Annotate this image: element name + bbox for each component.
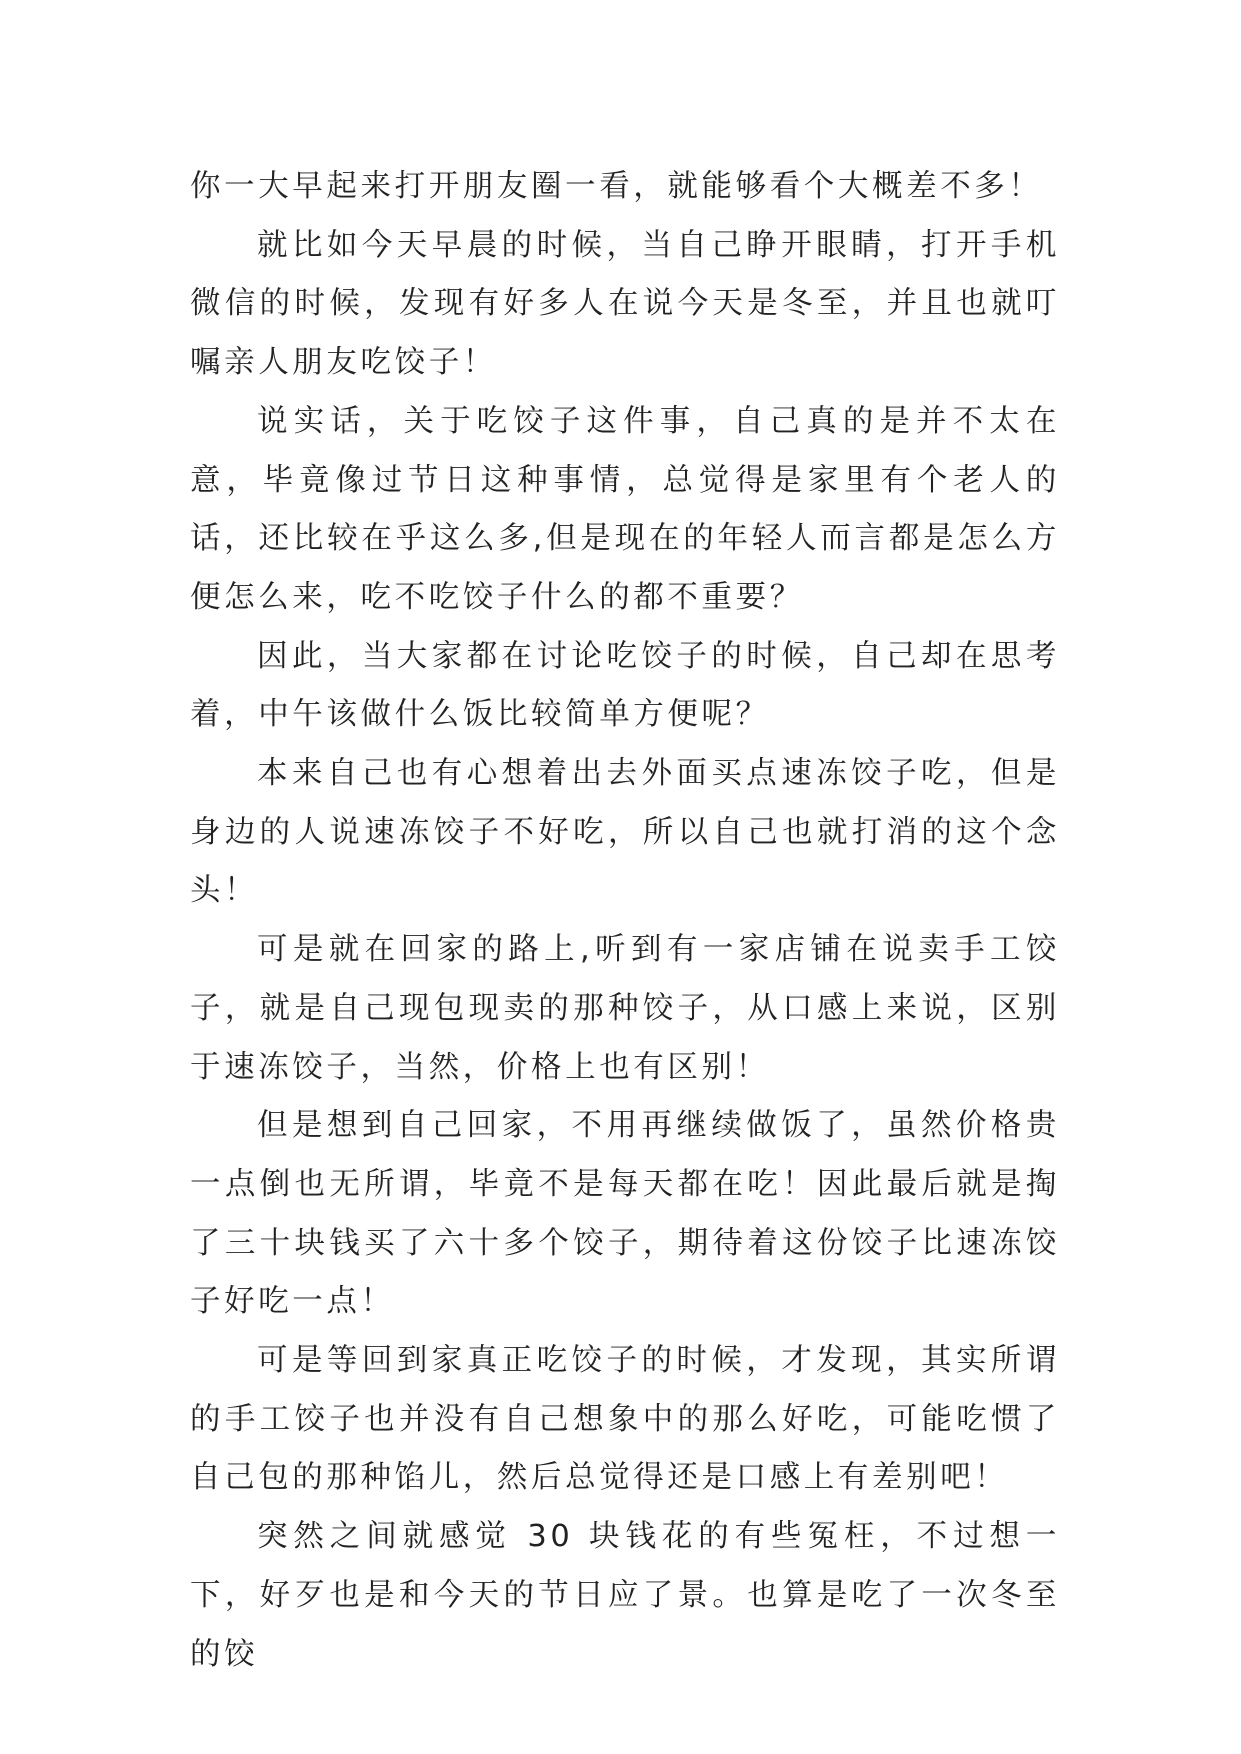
paragraph-3: 说实话，关于吃饺子这件事，自己真的是并不太在意，毕竟像过节日这种事情，总觉得是家里有个老人的话，还比较在乎这么多,但是现在的年轻人而言都是怎么方便怎么来，吃不吃饺子什么的都不重要？ — [190, 403, 1060, 615]
paragraph-2: 就比如今天早晨的时候，当自己睁开眼睛，打开手机微信的时候，发现有好多人在说今天是冬至，并且也就叮嘱亲人朋友吃饺子！ — [190, 227, 1060, 381]
paragraph-7: 但是想到自己回家，不用再继续做饭了，虽然价格贵一点倒也无所谓，毕竟不是每天都在吃！因此最后就是掏了三十块钱买了六十多个饺子，期待着这份饺子比速冻饺子好吃一点！ — [190, 1108, 1060, 1320]
paragraph-9: 突然之间就感觉 30 块钱花的有些冤枉，不过想一下，好歹也是和今天的节日应了景。也算是吃了一次冬至的饺 — [190, 1519, 1060, 1672]
paragraph-5: 本来自己也有心想着出去外面买点速冻饺子吃，但是身边的人说速冻饺子不好吃，所以自己也就打消的这个念头！ — [190, 756, 1060, 909]
paragraph-1: 你一大早起来打开朋友圈一看，就能够看个大概差不多！ — [190, 169, 1043, 204]
paragraph-8: 可是等回到家真正吃饺子的时候，才发现，其实所谓的手工饺子也并没有自己想象中的那么好吃，可能吃惯了自己包的那种馅儿，然后总觉得还是口感上有差别吧！ — [190, 1343, 1060, 1496]
paragraph-4: 因此，当大家都在讨论吃饺子的时候，自己却在思考着，中午该做什么饭比较简单方便呢？ — [190, 638, 1060, 733]
document-body — [190, 158, 1060, 1684]
paragraph-6: 可是就在回家的路上,听到有一家店铺在说卖手工饺子，就是自己现包现卖的那种饺子，从口感上来说，区别于速冻饺子，当然，价格上也有区别！ — [190, 932, 1060, 1085]
